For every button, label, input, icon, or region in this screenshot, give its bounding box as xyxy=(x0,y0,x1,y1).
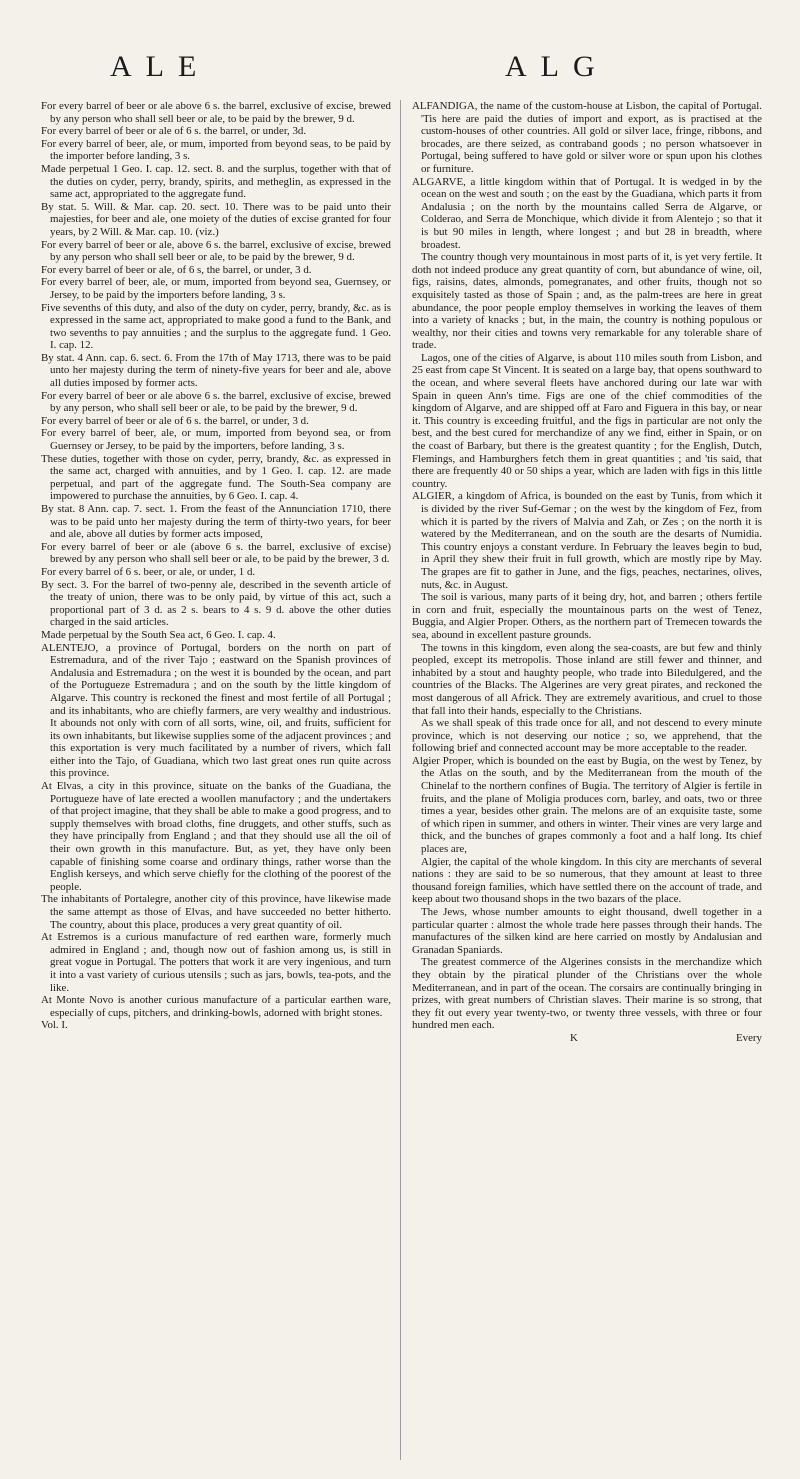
paragraph: For every barrel of beer or ale of 6 s. the barrel, or under, 3d. xyxy=(41,125,307,138)
paragraph: Made perpetual 1 Geo. I. cap. 12. sect. 8. and the surplus, together with that of the duties on cyder, perry, brandy, spirits, and metheglin, as expressed in the same act, appropriated to the aggregate fund. xyxy=(41,162,391,201)
paragraph: Algier, the capital of the whole kingdom. In this city are merchants of several nations : they are said to be so numerous, that they amount at least to three thousand foreign families, which have settled there on the account of trade, and keep about two thousand shops in the two bazars of the place. xyxy=(412,855,762,906)
right-footer xyxy=(412,1032,762,1045)
paragraph: For every barrel of beer, ale, or mum, imported from beyond sea, or from Guernsey or Jersey, to be paid by the importers, before landing, 3 s. xyxy=(41,427,391,453)
paragraph: Five sevenths of this duty, and also of the duty on cyder, perry, brandy, &c. as is expressed in the same act, appropriated to make good a fund to the Bank, and two sevenths to pay annuities ; and the surplus to the aggregate fund. 1 Geo. I. cap. 12. xyxy=(41,301,391,352)
paragraph: For every barrel of 6 s. beer, or ale, or under, 1 d. xyxy=(41,565,256,578)
entry-algier-proper: Algier Proper, which is bounded on the east by Bugia, on the west by Tenez, by the Atlas on the south, and by the Mediterranean from the mouth of the Chinelaf to the northern confines of Bugia. The territory of Algier is fertile in fruits, and the plane of Moligia produces corn, barley, and oats, two or three times a year, besides other grain. The melons are of an exquisite taste, some of which ripen in summer, and others in winter. Their vines are very large and thick, and the bunches of grapes commonly a foot and a half long. Its chief places are, xyxy=(412,754,762,856)
paragraph: The country though very mountainous in most parts of it, is yet very fertile. It doth not indeed produce any great quantity of corn, but abundance of wine, oil, figs, raisins, dates, almonds, pomegranates, and other fruits, though not so exquisitely tasted as those of Spain ; and, as the palm-trees are here in great abundance, the poor people employ themselves in working the leaves of them into a variety of knacks ; but, in the main, the country is nothing populous or wealthy, nor their cities and towns very remarkable for any tolerable share of trade. xyxy=(412,251,762,352)
entry-algier: ALGIER, a kingdom of Africa, is bounded on the east by Tunis, from which it is divided by the river Suf-Gemar ; on the west by the kingdom of Fez, from which it is parted by the rivers of Malvia and Zah, or Zes ; on the north it is watered by the Mediterranean, and on the south are the desarts of Numidia. This country enjoys a constant verdure. In February the leaves begin to bud, in April they shew their fruit in full growth, which are mostly ripe by May. The grapes are fit to gather in June, and the figs, peaches, nectarines, olives, nuts, &c. in August. xyxy=(412,490,762,591)
paragraph: These duties, together with those on cyder, perry, brandy, &c. as expressed in the same act, charged with annuities, and by 1 Geo. I. cap. 12. are made perpetual, and part of the aggregate fund. The South-Sea company are impowered to purchase the annuities, by 6 Geo. I. cap. 4. xyxy=(41,452,391,503)
paragraph: As we shall speak of this trade once for all, and not descend to every minute province, which is not deserving our notice ; so, we apprehend, that the following brief and connected account may be more acceptable to the reader. xyxy=(412,717,762,755)
volume-footer: Vol. I. xyxy=(41,1019,68,1032)
paragraph: For every barrel of beer or ale (above 6 s. the barrel, exclusive of excise) brewed by any person who shall sell beer or ale, to be paid by the brewer, 3 d. xyxy=(41,540,391,566)
paragraph: The towns in this kingdom, even along the sea-coasts, are but few and thinly peopled, except its metropolis. Those inland are still fewer and thinner, and inhabited by a stout and haughty people, who trade into Biledulgered, and the countries of the Blacks. The Algerines are very great pirates, and reckoned the most dangerous of all Africk. They are extremely avaritious, and cruel to those that fall into their hands, especially to the Christians. xyxy=(412,641,762,717)
right-column xyxy=(412,100,762,1045)
paragraph: For every barrel of beer or ale above 6 s. the barrel, exclusive of excise, brewed by any person, who shall sell beer or ale, to be paid by the brewer, 9 d. xyxy=(41,389,391,415)
paragraph: Lagos, one of the cities of Algarve, is about 110 miles south from Lisbon, and 25 east from cape St Vincent. It is seated on a large bay, that opens southward to the ocean, and where several fleets have anchored during our late war with Spain in queen Ann's time. Figs are one of the chief commodities of the kingdom of Algarve, and are shipped off at Faro and Figuera in this bay, or near it. This country is exceeding fruitful, and the figs in particular are not only the best, and the best cured for merchandize of any we find, either in Spain, or on the coast of Barbary, but there is the greatest quantity ; for the English, Dutch, Flemings, and Hamburghers fetch them in great quantities ; and 'tis said, that there are frequently 40 or 50 ships a year, which are laden with figs in this little country. xyxy=(412,351,762,490)
header-left: ALE xyxy=(110,50,211,83)
paragraph: Made perpetual by the South Sea act, 6 Geo. I. cap. 4. xyxy=(41,628,276,641)
paragraph: By stat. 8 Ann. cap. 7. sect. 1. From the feast of the Annunciation 1710, there was to be paid unto her majesty during the term of thirty-two years, for beer and ale, above all duties by former acts imposed, xyxy=(41,503,391,541)
paragraph: For every barrel of beer, ale, or mum, imported from beyond sea, Guernsey, or Jersey, to be paid by the importers before landing, 3 s. xyxy=(41,276,391,301)
paragraph: By stat. 4 Ann. cap. 6. sect. 6. From the 17th of May 1713, there was to be paid unto her majesty during the term of ninety-five years for beer and ale, above all duties imposed by former acts. xyxy=(41,351,391,390)
paragraph: For every barrel of beer or ale above 6 s. the barrel, exclusive of excise, brewed by any person who shall sell beer or ale, to be paid by the brewer, 9 d. xyxy=(41,100,391,125)
running-header xyxy=(0,50,800,94)
paragraph: At Estremos is a curious manufacture of red earthen ware, formerly much admired in England ; and, though now out of fashion among us, is still in great vogue in Portugal. The potters that work it are very ingenious, and turn it into a vast variety of curious utensils ; such as jars, bowls, tea-pots, and the like. xyxy=(41,931,391,994)
paragraph: For every barrel of beer or ale of 6 s. the barrel, or under, 3 d. xyxy=(41,414,309,427)
paragraph: The greatest commerce of the Algerines consists in the merchandize which they obtain by the piratical plunder of the Christians over the whole Mediterranean, and in part of the ocean. The corsairs are continually bringing in prizes, with great numbers of Christian slaves. Their marine is so strong, that they fit out every year twenty-two, or twenty three vessels, with three or four hundred men each. xyxy=(412,956,762,1032)
paragraph: For every barrel of beer, ale, or mum, imported from beyond seas, to be paid by the importer before landing, 3 s. xyxy=(41,137,391,163)
paragraph: By sect. 3. For the barrel of two-penny ale, described in the seventh article of the treaty of union, there was to be only paid, by virtue of this act, such a proportional part of 3 d. as 2 s. bears to 4 s. 9 d. above the other duties charged in the said articles. xyxy=(41,578,391,629)
paragraph: By stat. 5. Will. & Mar. cap. 20. sect. 10. There was to be paid unto their majesties, for beer and ale, one moiety of the duties of excise granted for four years, by 2 Will. & Mar. cap. 10. (viz.) xyxy=(41,200,391,238)
entry-alentejo: ALENTEJO, a province of Portugal, borders on the north on part of Estremadura, and of the river Tajo ; eastward on the Spanish provinces of Andalusia and Estremadura ; on the west it is bounded by the ocean, and part of the Portugueze Estremadura ; and on the south by the little kingdom of Algarve. This country is reckoned the finest and most fertile of all Portugal ; and its inhabitants, who are chiefly farmers, are very wealthy and industrious. It abounds not only with corn of all sorts, wine, oil, and fruits, sufficient for its own inhabitants, but likewise supplies some of the adjacent provinces ; and this exportation is very much facilitated by a number of rivers, which fall either into the Tajo, of Guadiana, which two last great ones run quite across this province. xyxy=(41,641,391,780)
entry-alfandiga: ALFANDIGA, the name of the custom-house at Lisbon, the capital of Portugal. 'Tis here are paid the duties of import and export, as is practised at the custom-houses of other countries. All gold or silver lace, fringe, ribbons, and brocades, are there seized, as contraband goods ; no person whatsoever in Portugal, being suffered to have gold or silver wore or spun upon his clothes or furniture. xyxy=(412,100,762,175)
paragraph: For every barrel of beer or ale, above 6 s. the barrel, exclusive of excise, brewed by any person who shall sell beer or ale, to be paid by the brewer, 9 d. xyxy=(41,238,391,264)
paragraph: At Elvas, a city in this province, situate on the banks of the Guadiana, the Portugueze have of late erected a woollen manufactory ; and the undertakers of that project imagine, that they shall be able to make a good progress, and to supply themselves with broad cloths, fine druggets, and other stuffs, such as they have principally from England ; and that they should use all the oil of their own growth in this manufacture. But, as yet, they have only been capable of finishing some coarse and ordinary things, rather worse than the English kerseys, and which serve chiefly for the clothing of the poorest of the people. xyxy=(41,780,391,893)
paragraph: The Jews, whose number amounts to eight thousand, dwell together in a particular quarter : almost the whole trade here passes through their hands. The manufactures of the silken kind are here carried on mostly by Andalusian and Granadan Spaniards. xyxy=(412,906,762,956)
paragraph: The soil is various, many parts of it being dry, hot, and barren ; others fertile in corn and fruit, especially the mountainous parts on the west of Tenez, Buggia, and Algier Proper. Others, as the northern part of Tremecen towards the sea, abound in excellent pasture grounds. xyxy=(412,591,762,641)
entry-algarve: ALGARVE, a little kingdom within that of Portugal. It is wedged in by the ocean on the west and south ; on the east by the Guadiana, which parts it from Andalusia ; on the north by the mountains called Serra de Algarve, or Colderao, and Serra de Monchique, which divide it from Alentejo ; so that it is but 90 miles in length, where longest ; and but 28 in breadth, where broadest. xyxy=(412,175,762,251)
header-right: ALG xyxy=(505,50,609,83)
column-divider xyxy=(400,100,401,1460)
signature-mark: K xyxy=(570,1031,578,1044)
catchword: Every xyxy=(735,1031,762,1044)
paragraph: The inhabitants of Portalegre, another city of this province, have likewise made the same attempt as those of Elvas, and have succeeded no better hitherto. The country, about this place, produces a very great quantity of oil. xyxy=(41,893,391,931)
left-column xyxy=(41,100,391,1032)
paragraph: At Monte Novo is another curious manufacture of a particular earthen ware, especially of cups, pitchers, and drinking-bowls, adorned with bright stones. xyxy=(41,994,391,1019)
paragraph: For every barrel of beer or ale, of 6 s, the barrel, or under, 3 d. xyxy=(41,263,312,276)
